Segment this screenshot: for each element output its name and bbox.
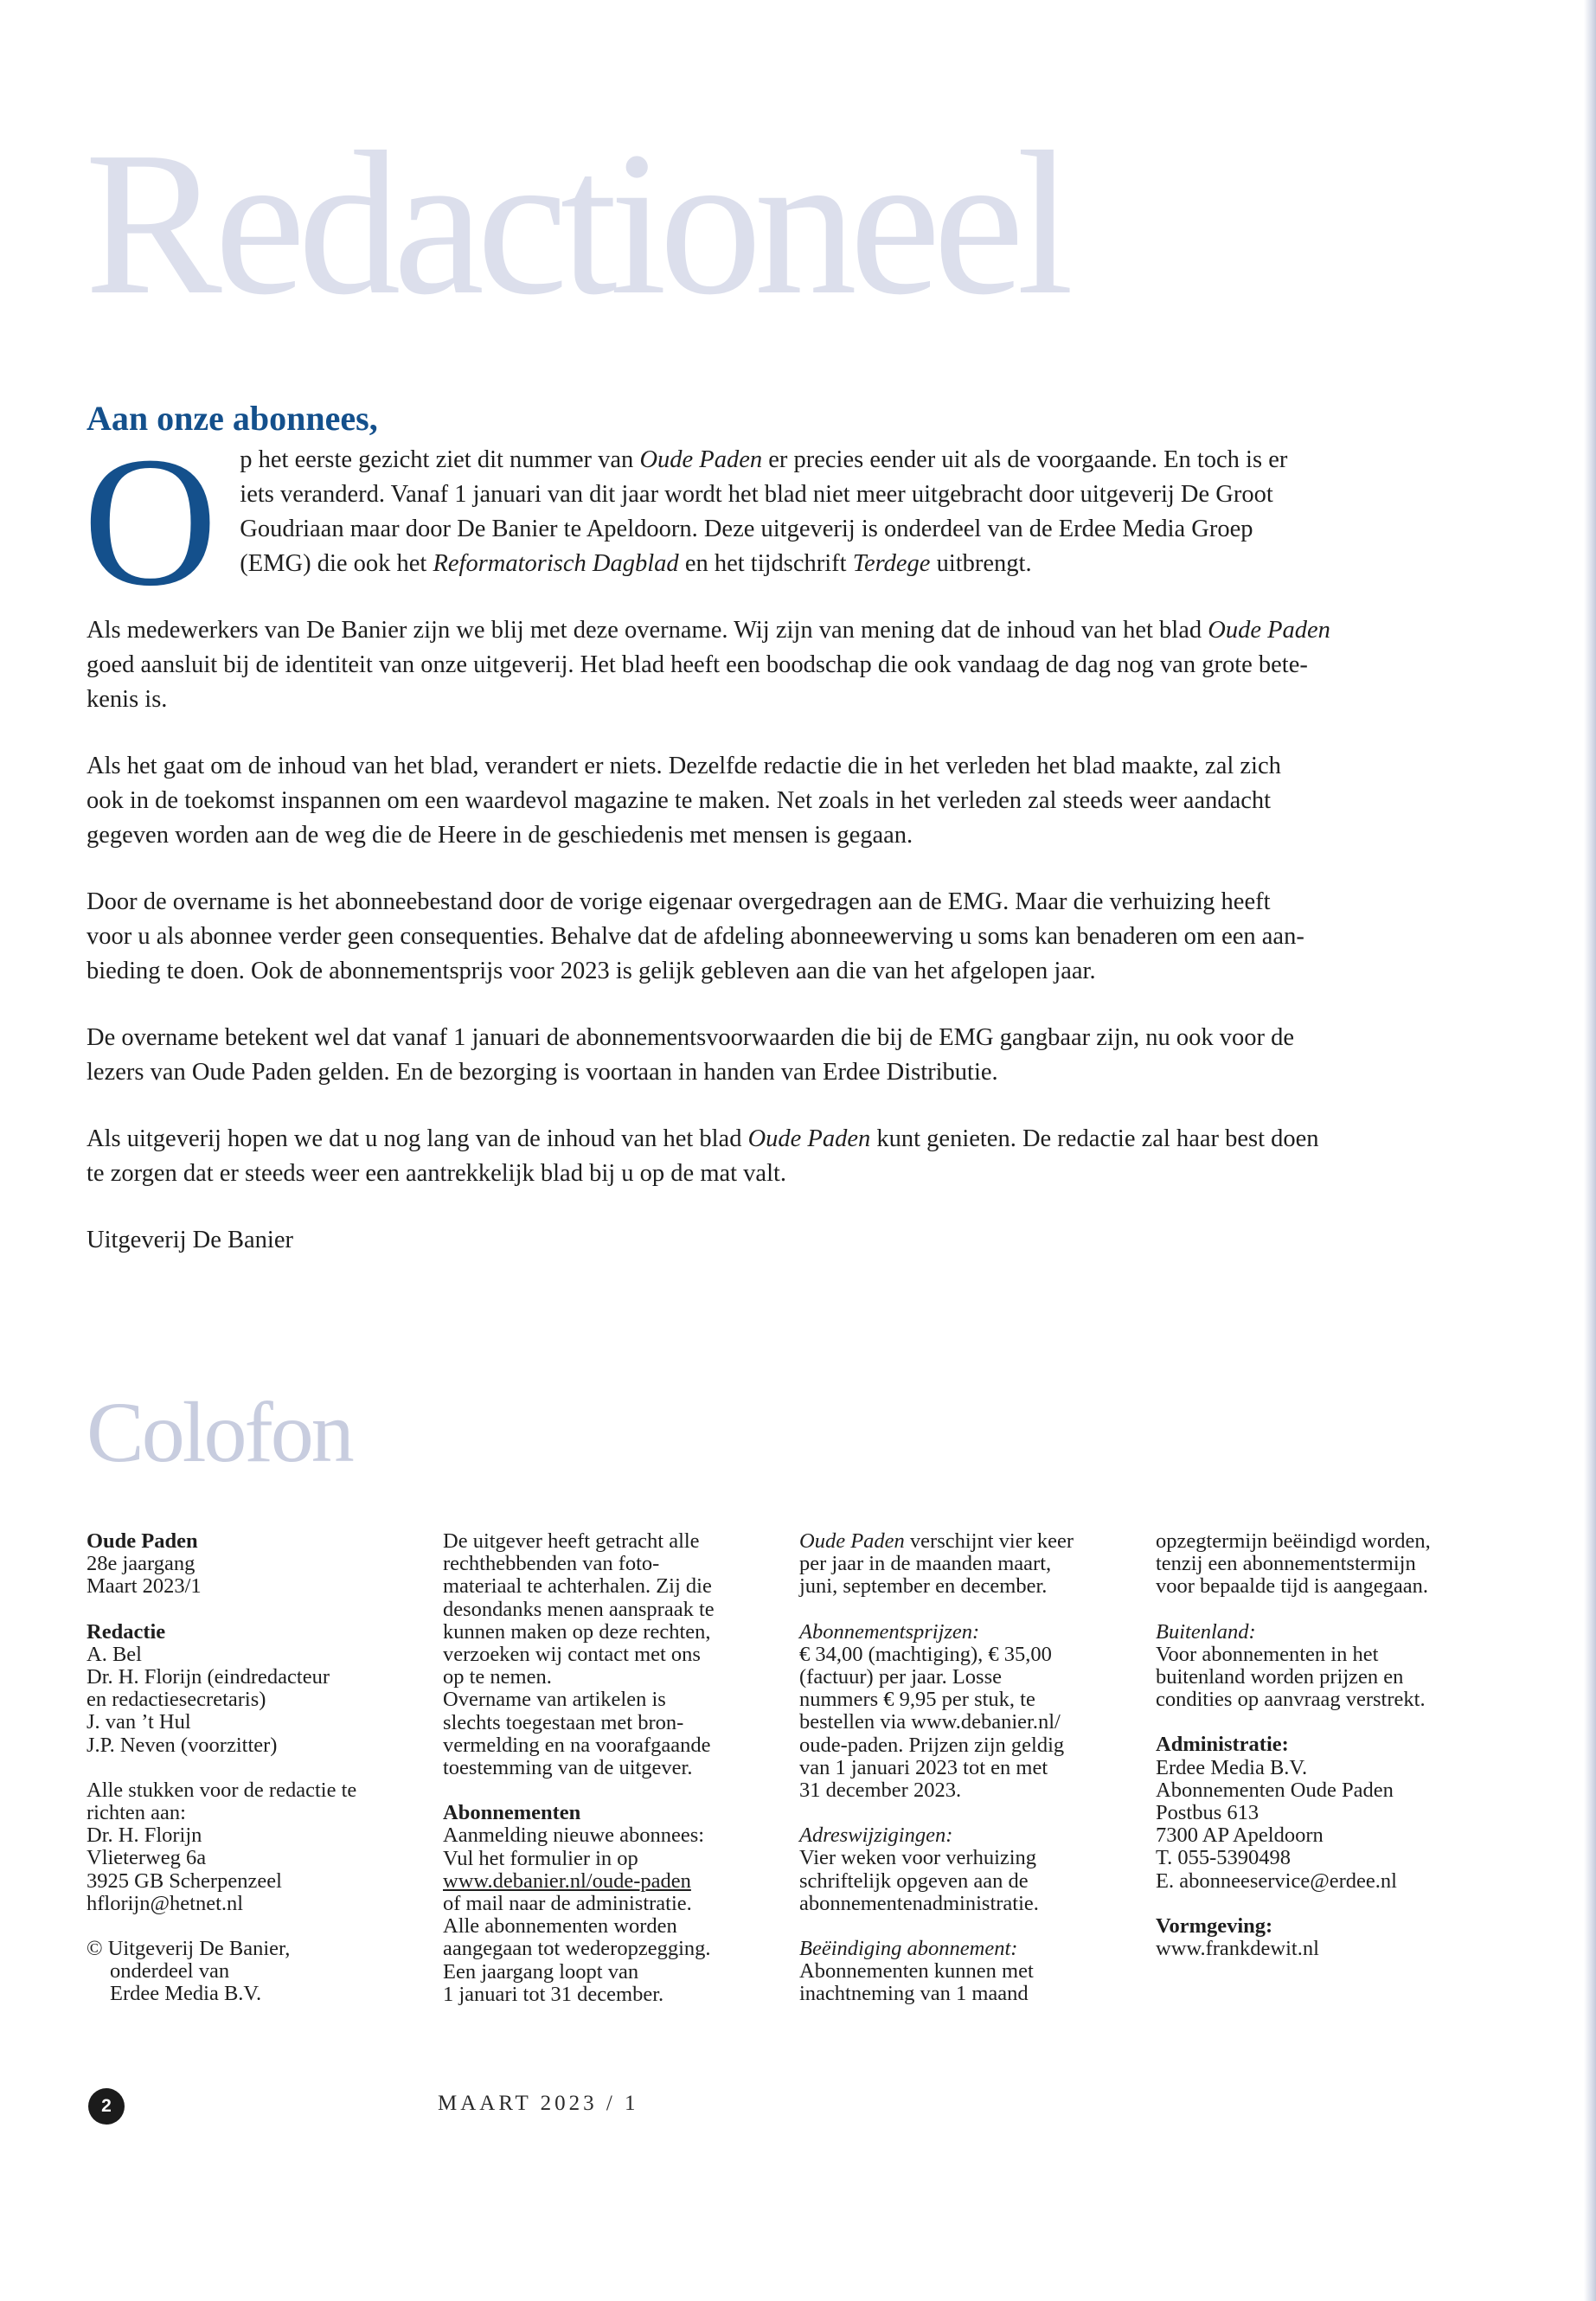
address-change-block: Adreswijzigingen: Vier weken voor verhuizing schriftelijk opgeven aan de abonnementenadministratie. — [799, 1824, 1141, 1915]
issue-number: Maart 2023/1 — [87, 1574, 202, 1599]
rights-block: De uitgever heeft getracht alle rechthebbenden van foto- materiaal te achterhalen. Zij die desondanks menen aanspraak te kunnen maken op deze rechten, verzoeken wij contact met ons op te nemen. Overname van artikelen is slechts toegestaan met bron- vermelding en na voorafgaande toestemming van de uitgever. — [443, 1529, 715, 1780]
paragraph-4: Door de overname is het abonneebestand door de vorige eigenaar overgedragen aan de EMG. Maar die verhuizing heeft voor u als abonnee verder geen consequenties. Behalve dat de afdeling abonneewerving u soms kan benaderen om een aan- bieding te doen. Ook de abonnementsprijs voor 2023 is gelijk gebleven aan die van het afgelopen jaar. — [87, 888, 1304, 984]
copyright-line: Erdee Media B.V. — [110, 1982, 262, 2006]
termination-block: Beëindiging abonnement: Abonnementen kunnen met inachtneming van 1 maand — [799, 1938, 1141, 2006]
colofon-column-3 — [799, 1530, 1141, 2029]
colofon-column-1 — [87, 1530, 428, 2029]
designer-website: www.frankdewit.nl — [1156, 1937, 1319, 1961]
prices-block: Abonnementsprijzen: € 34,00 (machtiging), € 35,00 (factuur) per jaar. Losse nummers € 9,95 per stuk, te bestellen via www.debanier.nl/ oude-paden. Prijzen zijn geldig van 1 januari 2023 tot en met 31 december 2023. — [799, 1621, 1141, 1803]
copyright-block — [87, 1938, 428, 2006]
paragraph-5: De overname betekent wel dat vanaf 1 januari de abonnementsvoorwaarden die bij de EMG gangbaar zijn, nu ook voor de lezers van Oude Paden gelden. En de bezorging is voortaan in handen van Erdee Distributie. — [87, 1024, 1294, 1086]
publication-info — [87, 1530, 428, 1599]
redactie-address — [87, 1779, 428, 1915]
redactie-member: J.P. Neven (voorzitter) — [87, 1733, 278, 1757]
page-edge-shade — [1584, 0, 1596, 2301]
redactie-member: J. van ’t Hul — [87, 1710, 191, 1734]
paragraph-1: Op het eerste gezicht ziet dit nummer van Oude Paden er precies eender uit als de voorgaande. En toch is er iets veranderd. Vanaf 1 januari van dit jaar wordt het blad niet meer uitgebracht door uitgeverij De Groot Goudriaan maar door De Banier te Apeldoorn. Deze uitgeverij is onderdeel van de Erdee Media Groep (EMG) die ook het Reformatorisch Dagblad en het tijdschrift Terdege uitbrengt. — [83, 418, 1288, 625]
copyright-line: onderdeel van — [110, 1959, 230, 1984]
redactie-member: en redactiesecretaris) — [87, 1688, 266, 1712]
drop-cap: O — [83, 418, 218, 625]
colofon-column-2 — [443, 1530, 785, 2029]
abonnementen-block: Abonnementen Aanmelding nieuwe abonnees: Vul het formulier in op www.debanier.nl/oude-paden of mail naar de administratie. Alle abonnementen worden aangegaan tot wederopzegging. Een jaargang loopt van 1 januari tot 31 december. — [443, 1802, 785, 2006]
redactie-email: hflorijn@hetnet.nl — [87, 1891, 244, 1915]
service-email: E. abonneeservice@erdee.nl — [1156, 1868, 1397, 1893]
salutation: Aan onze abonnees, — [87, 399, 378, 438]
design-heading: Vormgeving: — [1156, 1913, 1273, 1938]
administration-heading: Administratie: — [1156, 1733, 1289, 1757]
page-title: Redactioneel — [85, 110, 1067, 337]
jaargang: 28e jaargang — [87, 1552, 195, 1576]
termination-heading: Beëindiging abonnement: — [799, 1937, 1018, 1961]
colofon-title: Colofon — [87, 1384, 352, 1480]
abonnementen-heading: Abonnementen — [443, 1801, 581, 1825]
redactie-heading: Redactie — [87, 1619, 166, 1644]
copyright-line: © Uitgeverij De Banier, — [87, 1937, 291, 1961]
address-change-heading: Adreswijzigingen: — [799, 1823, 953, 1848]
phone-number: T. 055-5390498 — [1156, 1846, 1292, 1870]
administration-block: Administratie: Erdee Media B.V. Abonnementen Oude Paden Postbus 613 7300 AP Apeldoorn T. 055-5390498 E. abonneeservice@erdee.nl — [1156, 1734, 1497, 1892]
paragraph-2: Als medewerkers van De Banier zijn we blij met deze overname. Wij zijn van mening dat de inhoud van het blad Oude Paden goed aansluit bij de identiteit van onze uitgeverij. Het blad heeft een boodschap die ook vandaag de dag nog van grote bete- kenis is. — [87, 617, 1330, 713]
paragraph-3: Als het gaat om de inhoud van het blad, verandert er niets. Dezelfde redactie die in het verleden het blad maakte, zal zich ook in de toekomst inspannen om een waardevol magazine te maken. Net zoals in het verleden zal steeds weer aandacht gegeven worden aan de weg die de Heere in de geschiedenis met mensen is gegaan. — [87, 753, 1281, 849]
frequency-block: Oude Paden verschijnt vier keer per jaar in de maanden maart, juni, september en december. — [799, 1529, 1074, 1599]
publication-name: Oude Paden — [87, 1529, 198, 1553]
abroad-block: Buitenland: Voor abonnementen in het buitenland worden prijzen en condities op aanvraag verstrekt. — [1156, 1621, 1497, 1712]
address-line: richten aan: — [87, 1801, 186, 1825]
termination-continued: opzegtermijn beëindigd worden, tenzij een abonnementstermijn voor bepaalde tijd is aangegaan. — [1156, 1529, 1431, 1599]
redactie-member: A. Bel — [87, 1642, 142, 1666]
redactie-block — [87, 1621, 428, 1757]
page-number-badge: 2 — [88, 2088, 125, 2125]
address-line: 3925 GB Scherpenzeel — [87, 1868, 282, 1893]
paragraph-6: Als uitgeverij hopen we dat u nog lang van de inhoud van het blad Oude Paden kunt genieten. De redactie zal haar best doen te zorgen dat er steeds weer een aantrekkelijk blad bij u op de mat valt. — [87, 1125, 1319, 1187]
redactie-member: Dr. H. Florijn (eindredacteur — [87, 1665, 330, 1689]
address-line: Dr. H. Florijn — [87, 1823, 202, 1848]
prices-heading: Abonnementsprijzen: — [799, 1619, 980, 1644]
design-block — [1156, 1915, 1497, 1960]
signature: Uitgeverij De Banier — [87, 1227, 293, 1253]
address-line: Alle stukken voor de redactie te — [87, 1778, 357, 1802]
issue-footer: MAART 2023 / 1 — [438, 2092, 639, 2115]
abroad-heading: Buitenland: — [1156, 1619, 1256, 1644]
address-line: Vlieterweg 6a — [87, 1846, 207, 1870]
subscription-link[interactable]: www.debanier.nl/oude-paden — [443, 1868, 691, 1893]
colofon-column-4 — [1156, 1530, 1497, 1983]
